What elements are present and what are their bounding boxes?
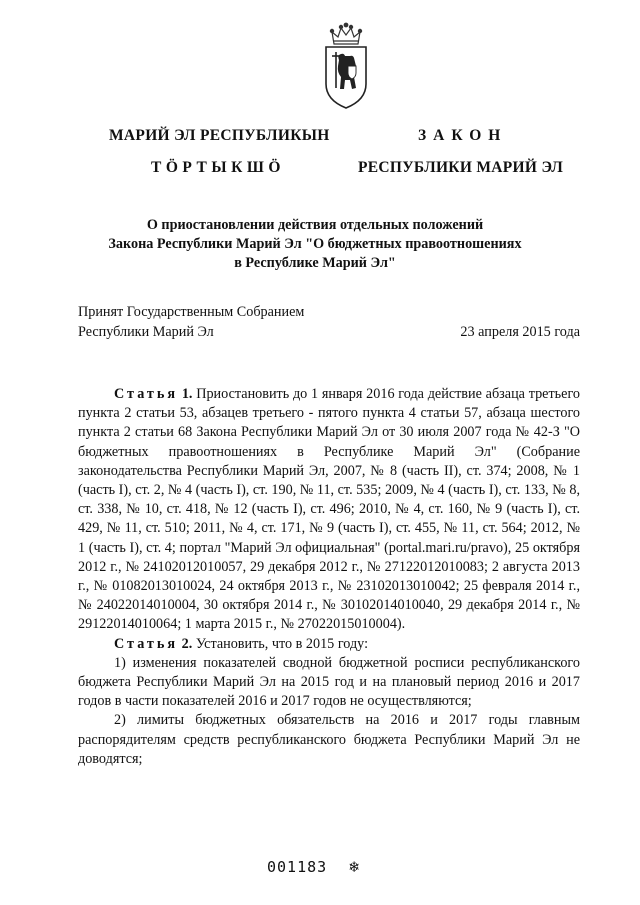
article2-number: 2. — [181, 635, 193, 652]
article2-paragraph — [78, 635, 580, 654]
adopted-block — [78, 303, 580, 342]
header-right-line1: ЗАКОН — [418, 127, 508, 144]
article2-item1: 1) изменения показателей сводной бюджетной росписи республиканского бюджета Республики Марий Эл на 2015 год и на плановый период 2016 и 2017 годов в части показателей 2016 и 2017 годов не осуществляются; — [78, 654, 580, 710]
adopted-line1: Принят Государственным Собранием — [78, 304, 305, 320]
header-left-line2: ТӦРТЫКШӦ — [151, 159, 285, 176]
article1-paragraph — [78, 385, 580, 635]
article2-label: Статья — [114, 635, 179, 652]
header-left-line1: МАРИЙ ЭЛ РЕСПУБЛИКЫН — [109, 127, 330, 144]
adopted-date: 23 апреля 2015 года — [460, 323, 580, 340]
article2-item2: 2) лимиты бюджетных обязательств на 2016 и 2017 годы главным распорядителям средств республиканского бюджета Республики Марий Эл не доводятся; — [78, 712, 580, 767]
document-title — [80, 216, 550, 273]
article2-intro: Установить, что в 2015 году: — [195, 635, 369, 652]
adopted-line2: Республики Марий Эл — [78, 323, 214, 340]
article1-text: Приостановить до 1 января 2016 года действие абзаца третьего пункта 2 статьи 53, абзацев третьего - пятого пункта 4 статьи 57, абзаца шестого пункта 2 статьи 68 Закона Республики Марий Эл от 30 июля 2007 года № 42-З "О бюджетных правоотношениях в Республике Марий Эл" (Собрание законодательства Республики Марий Эл, 2007, № 8 (часть II), ст. 374; 2008, № 1 (часть I), ст. 2, № 4 (часть I), ст. 190, № 11, ст. 535; 2009, № 4 (часть I), ст. 133, № 8, ст. 338, № 10, ст. 418, № 12 (часть I), ст. 496; 2010, № 4, ст. 160, № 9 (часть I), ст. 429, № 11, ст. 510; 2011, № 4, ст. 171, № 9 (часть I), ст. 455, № 11, ст. 564; 2012, № 1 (часть I), ст. 4; портал "Марий Эл официальная" (portal.mari.ru/pravo), 25 октября 2012 г., № 24102012010057, 29 декабря 2012 г., № 27122012010083; 2 августа 2013 г., № 01082013010024, 24 октября 2013 г., № 23102013010042; 25 февраля 2014 г., № 24022014010004, 30 октября 2014 г., № 30102014010040, 29 декабря 2014 г., № 29122014010064; 1 марта 2015 г., № 27022015010004). — [78, 386, 580, 633]
title-line1: О приостановлении действия отдельных положений — [146, 217, 484, 233]
title-line2: Закона Республики Марий Эл "О бюджетных правоотношениях — [108, 236, 522, 252]
document-body — [78, 385, 580, 769]
article1-label: Статья — [114, 386, 179, 402]
serial-number — [267, 857, 360, 876]
snowflake-icon: ❄ — [349, 857, 360, 876]
header-right-line2: РЕСПУБЛИКИ МАРИЙ ЭЛ — [358, 159, 564, 176]
article1-number: 1. — [181, 386, 193, 402]
title-line3: в Республике Марий Эл" — [234, 255, 396, 271]
coat-of-arms-icon — [323, 22, 369, 110]
serial-number-text: 001183 — [267, 858, 328, 876]
